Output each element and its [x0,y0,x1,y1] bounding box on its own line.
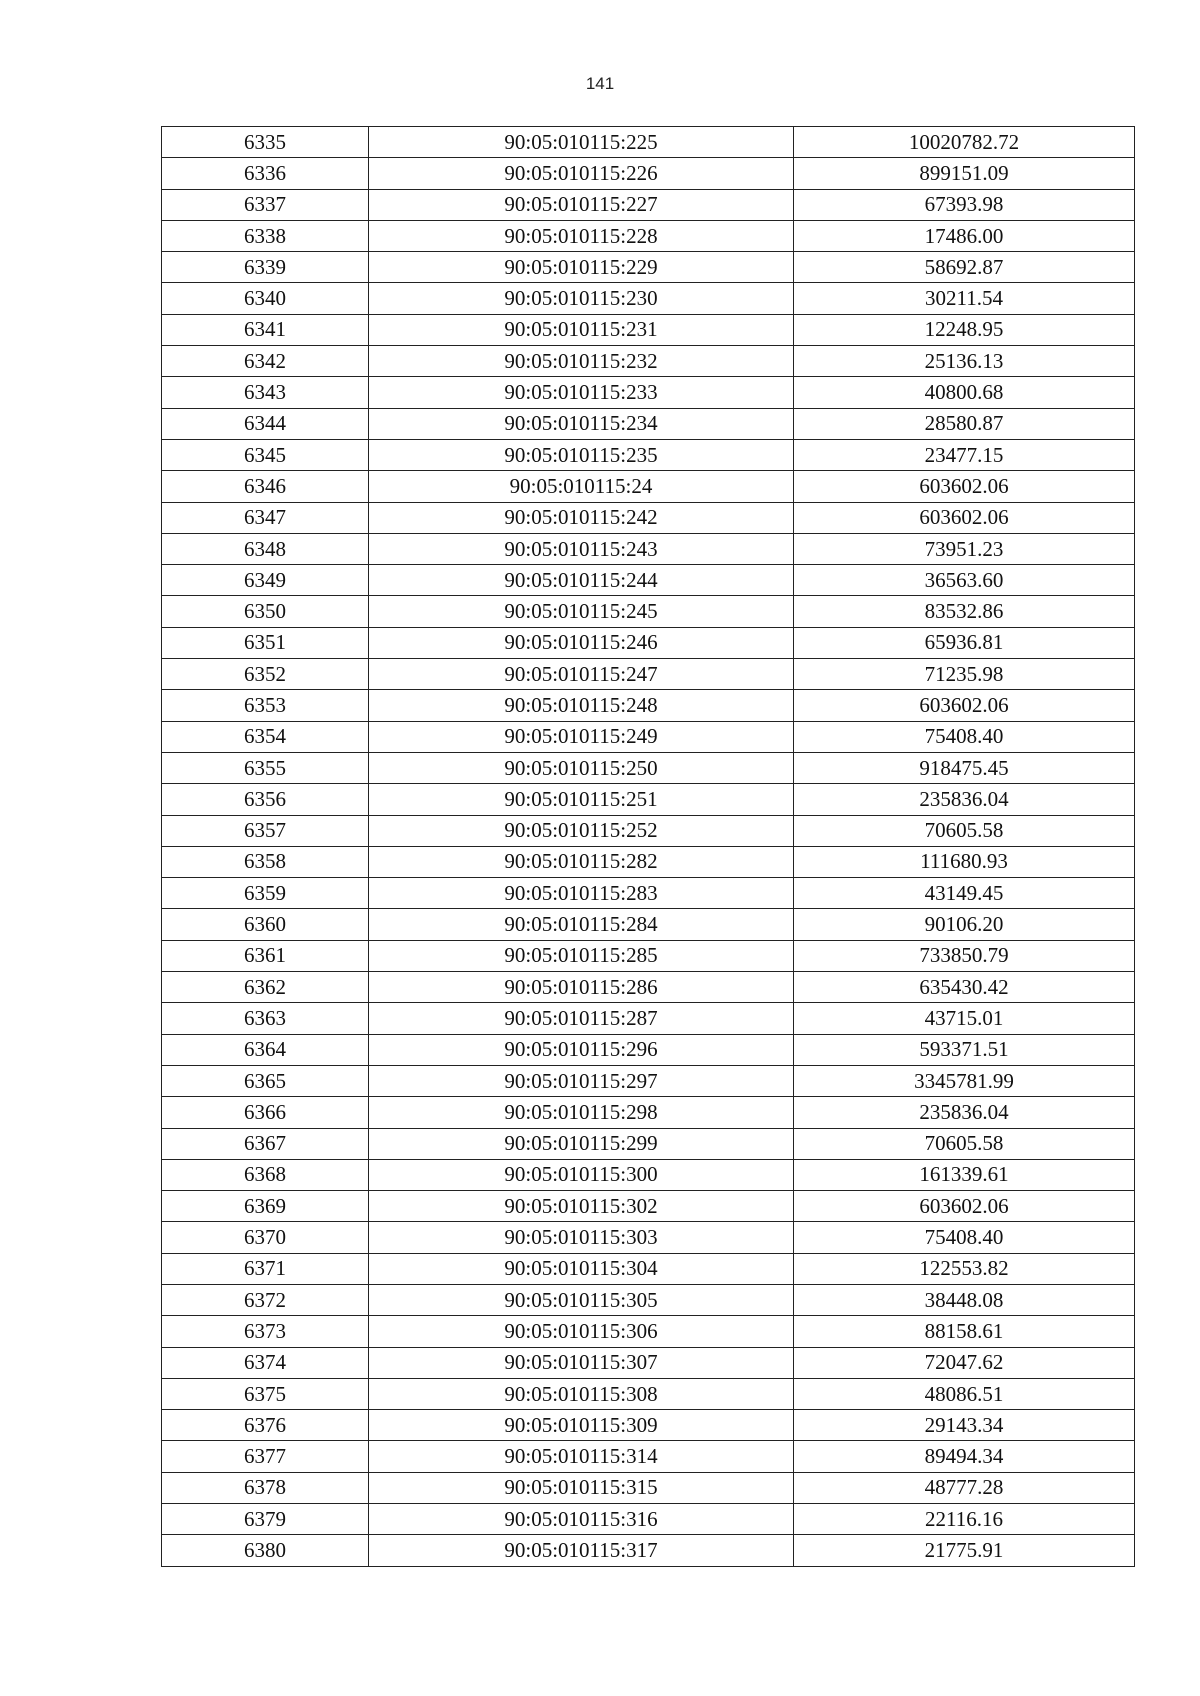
row-number-cell: 6338 [162,220,369,251]
table-row [162,189,1135,220]
cadastral-number-cell: 90:05:010115:303 [369,1222,794,1253]
table-row [162,972,1135,1003]
table-row [162,1065,1135,1096]
row-number-cell: 6355 [162,752,369,783]
value-cell: 635430.42 [794,972,1135,1003]
value-cell: 603602.06 [794,690,1135,721]
cadastral-number-cell: 90:05:010115:283 [369,878,794,909]
table-row [162,1441,1135,1472]
table-row [162,1535,1135,1566]
table-row [162,1034,1135,1065]
cadastral-number-cell: 90:05:010115:242 [369,502,794,533]
cadastral-number-cell: 90:05:010115:298 [369,1097,794,1128]
row-number-cell: 6364 [162,1034,369,1065]
row-number-cell: 6347 [162,502,369,533]
row-number-cell: 6336 [162,158,369,189]
value-cell: 36563.60 [794,565,1135,596]
value-cell: 235836.04 [794,784,1135,815]
cadastral-number-cell: 90:05:010115:308 [369,1378,794,1409]
row-number-cell: 6379 [162,1504,369,1535]
value-cell: 58692.87 [794,252,1135,283]
cadastral-number-cell: 90:05:010115:232 [369,346,794,377]
row-number-cell: 6378 [162,1472,369,1503]
value-cell: 235836.04 [794,1097,1135,1128]
table-row [162,1410,1135,1441]
value-cell: 111680.93 [794,846,1135,877]
cadastral-number-cell: 90:05:010115:225 [369,127,794,158]
cadastral-number-cell: 90:05:010115:230 [369,283,794,314]
table-row [162,283,1135,314]
value-cell: 603602.06 [794,471,1135,502]
cadastral-number-cell: 90:05:010115:234 [369,408,794,439]
cadastral-number-cell: 90:05:010115:231 [369,314,794,345]
table-row [162,1191,1135,1222]
value-cell: 25136.13 [794,346,1135,377]
row-number-cell: 6345 [162,439,369,470]
page-number: 141 [585,74,615,93]
row-number-cell: 6339 [162,252,369,283]
row-number-cell: 6360 [162,909,369,940]
value-cell: 67393.98 [794,189,1135,220]
row-number-cell: 6343 [162,377,369,408]
table-row [162,1378,1135,1409]
value-cell: 75408.40 [794,721,1135,752]
cadastral-number-cell: 90:05:010115:302 [369,1191,794,1222]
value-cell: 603602.06 [794,502,1135,533]
value-cell: 65936.81 [794,627,1135,658]
records-table-body [162,127,1135,1567]
row-number-cell: 6377 [162,1441,369,1472]
value-cell: 75408.40 [794,1222,1135,1253]
cadastral-number-cell: 90:05:010115:300 [369,1159,794,1190]
cadastral-number-cell: 90:05:010115:233 [369,377,794,408]
table-row [162,1347,1135,1378]
value-cell: 28580.87 [794,408,1135,439]
value-cell: 73951.23 [794,533,1135,564]
row-number-cell: 6353 [162,690,369,721]
table-row [162,752,1135,783]
value-cell: 161339.61 [794,1159,1135,1190]
row-number-cell: 6367 [162,1128,369,1159]
table-row [162,846,1135,877]
value-cell: 593371.51 [794,1034,1135,1065]
cadastral-number-cell: 90:05:010115:287 [369,1003,794,1034]
table-row [162,1159,1135,1190]
row-number-cell: 6365 [162,1065,369,1096]
table-row [162,408,1135,439]
table-row [162,659,1135,690]
value-cell: 22116.16 [794,1504,1135,1535]
table-row [162,346,1135,377]
table-row [162,439,1135,470]
cadastral-number-cell: 90:05:010115:309 [369,1410,794,1441]
cadastral-number-cell: 90:05:010115:244 [369,565,794,596]
row-number-cell: 6371 [162,1253,369,1284]
cadastral-number-cell: 90:05:010115:296 [369,1034,794,1065]
value-cell: 70605.58 [794,815,1135,846]
value-cell: 48086.51 [794,1378,1135,1409]
table-row [162,220,1135,251]
value-cell: 29143.34 [794,1410,1135,1441]
row-number-cell: 6376 [162,1410,369,1441]
table-row [162,533,1135,564]
row-number-cell: 6346 [162,471,369,502]
value-cell: 899151.09 [794,158,1135,189]
cadastral-number-cell: 90:05:010115:299 [369,1128,794,1159]
table-row [162,1097,1135,1128]
value-cell: 122553.82 [794,1253,1135,1284]
row-number-cell: 6348 [162,533,369,564]
row-number-cell: 6359 [162,878,369,909]
value-cell: 21775.91 [794,1535,1135,1566]
table-row [162,565,1135,596]
table-row [162,940,1135,971]
cadastral-number-cell: 90:05:010115:304 [369,1253,794,1284]
row-number-cell: 6342 [162,346,369,377]
value-cell: 83532.86 [794,596,1135,627]
cadastral-number-cell: 90:05:010115:235 [369,439,794,470]
table-row [162,502,1135,533]
value-cell: 918475.45 [794,752,1135,783]
cadastral-number-cell: 90:05:010115:316 [369,1504,794,1535]
row-number-cell: 6368 [162,1159,369,1190]
cadastral-number-cell: 90:05:010115:228 [369,220,794,251]
table-row [162,627,1135,658]
row-number-cell: 6337 [162,189,369,220]
cadastral-number-cell: 90:05:010115:249 [369,721,794,752]
row-number-cell: 6380 [162,1535,369,1566]
row-number-cell: 6370 [162,1222,369,1253]
value-cell: 23477.15 [794,439,1135,470]
cadastral-number-cell: 90:05:010115:307 [369,1347,794,1378]
cadastral-number-cell: 90:05:010115:24 [369,471,794,502]
row-number-cell: 6363 [162,1003,369,1034]
value-cell: 71235.98 [794,659,1135,690]
table-row [162,314,1135,345]
row-number-cell: 6358 [162,846,369,877]
value-cell: 43715.01 [794,1003,1135,1034]
value-cell: 3345781.99 [794,1065,1135,1096]
table-row [162,1003,1135,1034]
cadastral-number-cell: 90:05:010115:284 [369,909,794,940]
table-row [162,815,1135,846]
cadastral-number-cell: 90:05:010115:247 [369,659,794,690]
table-row [162,690,1135,721]
value-cell: 88158.61 [794,1316,1135,1347]
row-number-cell: 6335 [162,127,369,158]
value-cell: 89494.34 [794,1441,1135,1472]
table-row [162,471,1135,502]
value-cell: 733850.79 [794,940,1135,971]
table-row [162,1472,1135,1503]
table-row [162,596,1135,627]
row-number-cell: 6373 [162,1316,369,1347]
cadastral-number-cell: 90:05:010115:250 [369,752,794,783]
value-cell: 43149.45 [794,878,1135,909]
row-number-cell: 6362 [162,972,369,1003]
value-cell: 30211.54 [794,283,1135,314]
table-row [162,1222,1135,1253]
cadastral-number-cell: 90:05:010115:227 [369,189,794,220]
cadastral-number-cell: 90:05:010115:251 [369,784,794,815]
value-cell: 12248.95 [794,314,1135,345]
cadastral-number-cell: 90:05:010115:252 [369,815,794,846]
row-number-cell: 6352 [162,659,369,690]
row-number-cell: 6354 [162,721,369,752]
table-row [162,784,1135,815]
table-row [162,127,1135,158]
cadastral-number-cell: 90:05:010115:314 [369,1441,794,1472]
table-row [162,377,1135,408]
cadastral-number-cell: 90:05:010115:245 [369,596,794,627]
value-cell: 10020782.72 [794,127,1135,158]
cadastral-number-cell: 90:05:010115:246 [369,627,794,658]
row-number-cell: 6349 [162,565,369,596]
row-number-cell: 6374 [162,1347,369,1378]
row-number-cell: 6344 [162,408,369,439]
row-number-cell: 6361 [162,940,369,971]
value-cell: 90106.20 [794,909,1135,940]
value-cell: 72047.62 [794,1347,1135,1378]
cadastral-number-cell: 90:05:010115:305 [369,1284,794,1315]
cadastral-number-cell: 90:05:010115:285 [369,940,794,971]
value-cell: 48777.28 [794,1472,1135,1503]
table-row [162,721,1135,752]
row-number-cell: 6341 [162,314,369,345]
table-row [162,1284,1135,1315]
row-number-cell: 6350 [162,596,369,627]
cadastral-number-cell: 90:05:010115:248 [369,690,794,721]
table-row [162,1504,1135,1535]
table-row [162,1128,1135,1159]
value-cell: 603602.06 [794,1191,1135,1222]
cadastral-number-cell: 90:05:010115:243 [369,533,794,564]
row-number-cell: 6372 [162,1284,369,1315]
cadastral-number-cell: 90:05:010115:317 [369,1535,794,1566]
row-number-cell: 6340 [162,283,369,314]
table-row [162,1316,1135,1347]
table-row [162,1253,1135,1284]
records-table [161,126,1135,1567]
table-row [162,909,1135,940]
value-cell: 70605.58 [794,1128,1135,1159]
table-row [162,158,1135,189]
row-number-cell: 6369 [162,1191,369,1222]
table-row [162,878,1135,909]
row-number-cell: 6366 [162,1097,369,1128]
row-number-cell: 6351 [162,627,369,658]
cadastral-number-cell: 90:05:010115:282 [369,846,794,877]
value-cell: 38448.08 [794,1284,1135,1315]
value-cell: 40800.68 [794,377,1135,408]
cadastral-number-cell: 90:05:010115:297 [369,1065,794,1096]
row-number-cell: 6356 [162,784,369,815]
row-number-cell: 6357 [162,815,369,846]
cadastral-number-cell: 90:05:010115:315 [369,1472,794,1503]
cadastral-number-cell: 90:05:010115:306 [369,1316,794,1347]
row-number-cell: 6375 [162,1378,369,1409]
value-cell: 17486.00 [794,220,1135,251]
cadastral-number-cell: 90:05:010115:286 [369,972,794,1003]
cadastral-number-cell: 90:05:010115:226 [369,158,794,189]
table-row [162,252,1135,283]
cadastral-number-cell: 90:05:010115:229 [369,252,794,283]
